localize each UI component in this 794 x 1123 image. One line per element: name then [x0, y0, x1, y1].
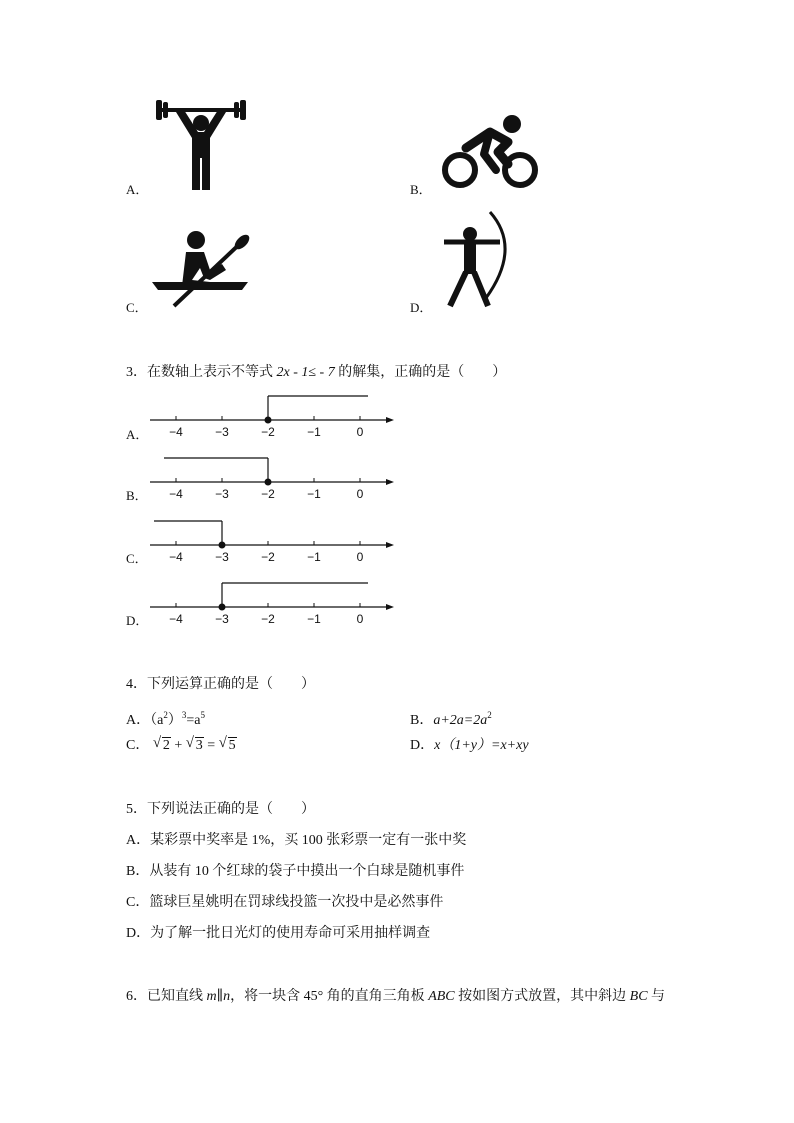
number-line-svg [148, 517, 398, 563]
q3-option-a-label: A． [126, 427, 149, 442]
q4-option-d [410, 737, 529, 755]
q6-hypotenuse: BC [629, 989, 648, 1004]
q3-stem-prefix: 3．在数轴上表示不等式 [126, 365, 273, 380]
q3-number-line-b [148, 454, 398, 500]
tick-label: −3 [215, 612, 229, 625]
q3-option-b-label: B． [126, 488, 148, 503]
tick-label: −4 [169, 612, 183, 625]
tick-label: −3 [215, 550, 229, 563]
tick-label: −2 [261, 425, 275, 438]
tick-label: −1 [307, 425, 321, 438]
axis-arrow [386, 604, 394, 610]
cycling-icon [440, 112, 542, 194]
option-label: D． [410, 300, 433, 315]
option-label: C． [126, 300, 148, 315]
solution-point [219, 542, 225, 548]
option-label: A． [126, 182, 149, 197]
tick-label: −2 [261, 612, 275, 625]
q3-number-line-c [148, 517, 398, 563]
sqrt-symbol: √ 3 [185, 735, 203, 753]
rowing-icon [152, 228, 252, 310]
number-line-svg [148, 392, 398, 438]
q2-option-b [410, 112, 550, 196]
option-label: C． [126, 738, 150, 753]
q2-option-a [126, 96, 256, 196]
q5-option-d: D．为了解一批日光灯的使用寿命可采用抽样调查 [126, 926, 431, 941]
q4-a-expr-part: （a [150, 713, 164, 728]
tick-label: −1 [307, 550, 321, 563]
tick-label: 0 [356, 425, 364, 438]
q5-option-c: C．篮球巨星姚明在罚球线投篮一次投中是必然事件 [126, 895, 444, 910]
q4-a-expr-part: ） [167, 713, 182, 728]
q3-stem-suffix: 的解集，正确的是（ ） [338, 365, 507, 380]
q3-number-line-d [148, 579, 398, 625]
axis-arrow [386, 542, 394, 548]
tick-label: −3 [215, 487, 229, 500]
tick-label: 0 [356, 487, 364, 500]
q6-stem-part: 与 [647, 989, 666, 1004]
radicand: 3 [195, 738, 203, 753]
q6-stem-part: 6．已知直线 [126, 989, 207, 1004]
tick-label: −4 [169, 487, 183, 500]
q3-stem [126, 364, 506, 382]
q5-stem: 5．下列说法正确的是（ ） [126, 802, 315, 817]
axis-arrow [386, 479, 394, 485]
tick-label: −1 [307, 612, 321, 625]
tick-label: −2 [261, 550, 275, 563]
q6-stem-part: ，将一块含 45° 角的直角三角板 [230, 989, 429, 1004]
q4-a-expr-part: =a [186, 713, 201, 728]
archery-icon [440, 210, 520, 310]
option-label: A． [126, 713, 151, 728]
q3-number-line-a [148, 392, 398, 438]
q3-option-c-label: C． [126, 551, 148, 566]
tick-label: −4 [169, 425, 183, 438]
q3-inequality: 2x - 1≤ - 7 [276, 365, 335, 380]
sqrt-symbol: √ 5 [218, 735, 236, 753]
solution-point [265, 417, 271, 423]
q4-option-b: B．$a+2a=2a^2$ [410, 710, 492, 728]
q2-option-d [410, 210, 540, 316]
tick-label: −3 [215, 425, 229, 438]
tick-label: 0 [356, 612, 364, 625]
q4-b-expr: a+2a=2a [433, 713, 488, 728]
q2-option-c [126, 228, 256, 316]
q6-parallel-lines: m∥n [206, 989, 231, 1004]
weightlifting-icon [154, 96, 250, 194]
tick-label: −2 [261, 487, 275, 500]
tick-label: 0 [356, 550, 364, 563]
q6-triangle-name: ABC [428, 989, 455, 1004]
q3-option-d-label: D． [126, 613, 149, 628]
q5-option-b: B．从装有 10 个红球的袋子中摸出一个白球是随机事件 [126, 864, 465, 879]
sqrt-symbol: √ 2 [152, 735, 170, 753]
solution-point [265, 479, 271, 485]
option-label: D． [410, 738, 435, 753]
q4-d-expr: x（1+y）=x+xy [434, 738, 529, 753]
q6-stem-part: 按如图方式放置，其中斜边 [454, 989, 630, 1004]
tick-label: −1 [307, 487, 321, 500]
solution-point [219, 604, 225, 610]
option-label: B． [410, 182, 432, 197]
tick-label: −4 [169, 550, 183, 563]
q4-option-c: C． √ 2 + √ 3 = √ 5 [126, 735, 236, 753]
number-line-svg [148, 579, 398, 625]
q4-stem: 4．下列运算正确的是（ ） [126, 677, 315, 692]
option-label: B． [410, 713, 434, 728]
radicand: 5 [228, 738, 236, 753]
axis-arrow [386, 417, 394, 423]
q4-option-a: A．$(a^2)^3=a^5$ [126, 710, 205, 728]
radicand: 2 [162, 738, 170, 753]
q5-option-a: A．某彩票中奖率是 1%，买 100 张彩票一定有一张中奖 [126, 833, 467, 848]
q6-stem [126, 988, 665, 1006]
number-line-svg [148, 454, 398, 500]
